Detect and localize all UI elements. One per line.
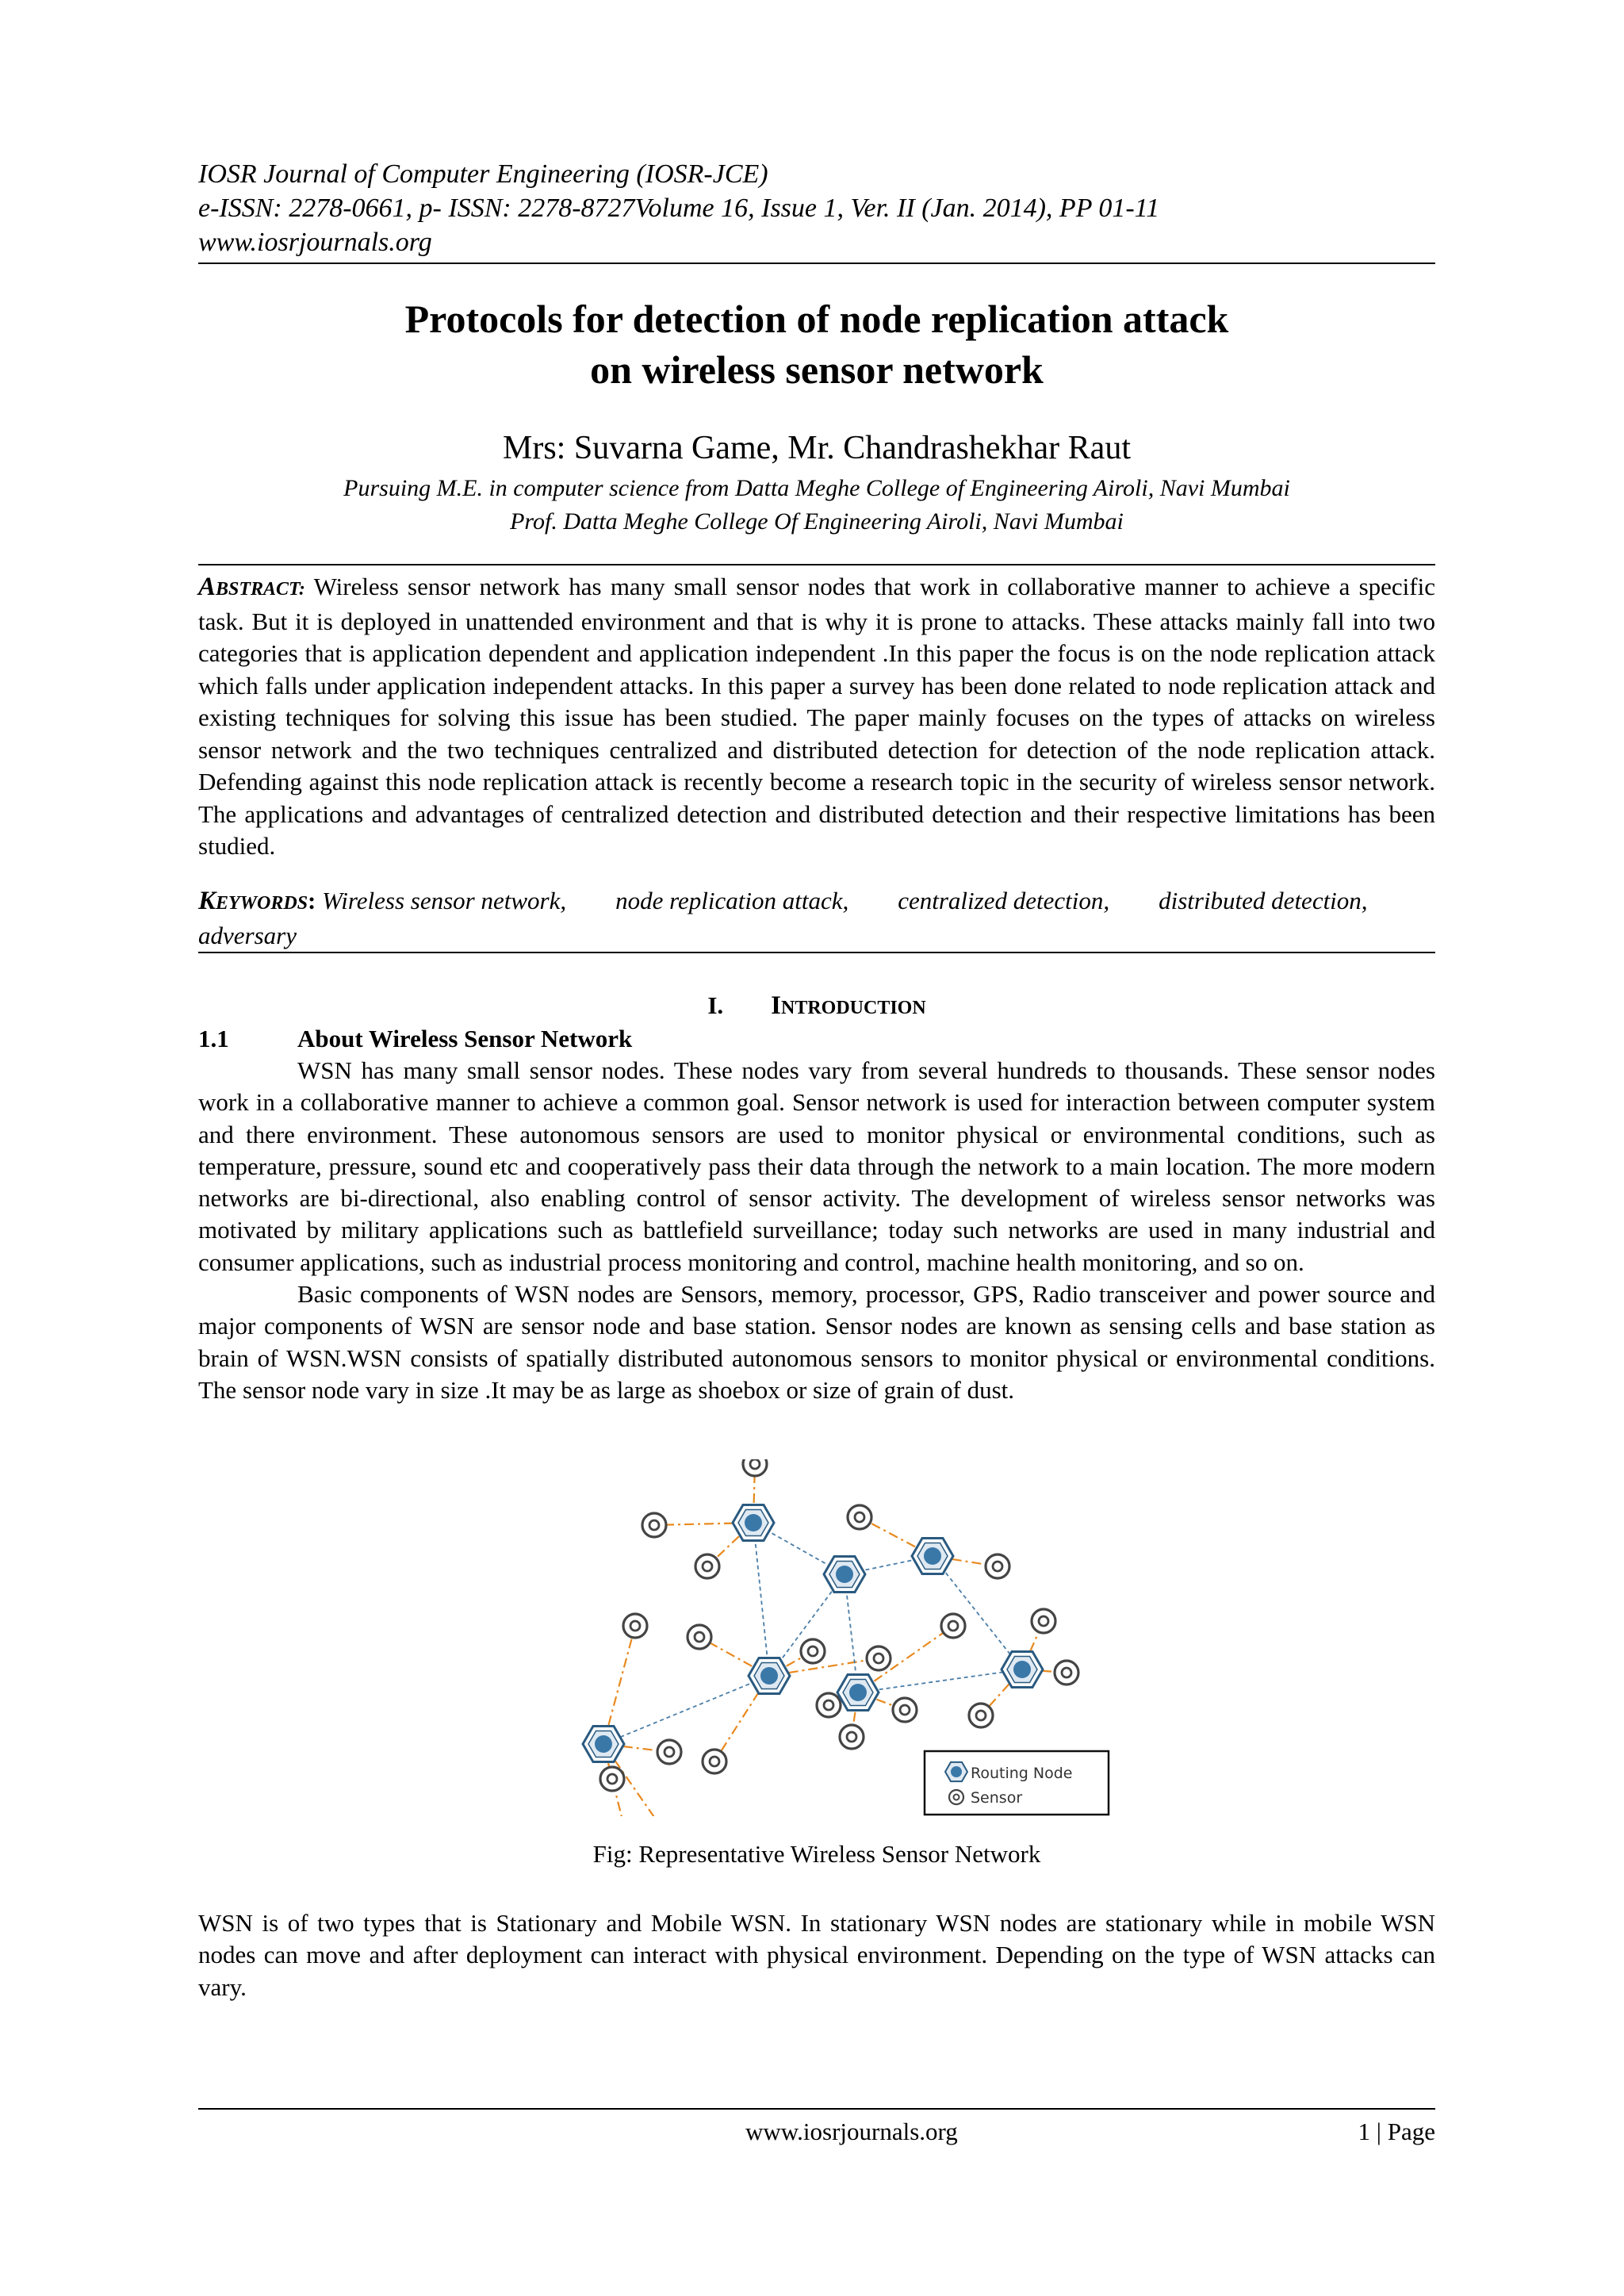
routing-link	[603, 1676, 769, 1744]
sensor-icon	[867, 1646, 891, 1670]
body-after-figure	[198, 1907, 1435, 2003]
affiliations	[198, 472, 1435, 539]
journal-issn: e-ISSN: 2278-0661, p- ISSN: 2278-8727Volume 16, Issue 1, Ver. II (Jan. 2014), PP 01-11	[198, 194, 1160, 223]
abstract-text: Wireless sensor network has many small sensor nodes that work in collaborative manner to achieve a specific task. But it is deployed in unattended environment and that is why it is prone to attacks. These attacks mainly fall into two categories that is application dependent and application independent .In this paper the focus is on the node replication attack which falls under application independent attacks. In this paper a survey has been done related to node replication attack and existing techniques for solving this issue has been studied. The paper mainly focuses on the types of attacks on wireless sensor network and the two techniques centralized and distributed detection for detection of the node replication attack. Defending against this node replication attack is recently become a research topic in the security of wireless sensor network. The applications and advantages of centralized detection and distributed detection and their respective limitations has been studied.	[198, 573, 1435, 860]
title-line-1: Protocols for detection of node replication attack	[404, 297, 1229, 341]
keywords-bottom-rule	[198, 952, 1435, 953]
paper-title	[198, 293, 1435, 395]
routing-node-core	[836, 1566, 853, 1583]
paragraph-3: WSN is of two types that is Stationary and Mobile WSN. In stationary WSN nodes are stationary while in mobile WSN nodes can move and after deployment can interact with physical environment. Depending on the type of WSN attacks can vary.	[198, 1909, 1435, 2001]
paragraph-2: Basic components of WSN nodes are Sensors, memory, processor, GPS, Radio transceiver and power source and major components of WSN are sensor node and base station. Sensor nodes are known as sensing cells and base station as brain of WSN.WSN consists of spatially distributed autonomous sensors to monitor physical or environmental conditions. The sensor node vary in size .It may be as large as shoebox or size of grain of dust.	[198, 1280, 1435, 1404]
sensor-icon	[969, 1704, 993, 1727]
journal-name: IOSR Journal of Computer Engineering (IOSR-JCE)	[198, 159, 768, 189]
sensor-icon	[817, 1693, 841, 1717]
subsection-heading	[198, 1023, 1435, 1055]
footer-website: www.iosrjournals.org	[745, 2118, 958, 2145]
footer-page-number: 1 | Page	[1358, 2118, 1435, 2145]
sensor-icon	[840, 1725, 864, 1749]
keywords-text: Wireless sensor network, node replication attack, centralized detection, distributed detection, adversary	[198, 887, 1399, 949]
routing-node-core	[924, 1547, 941, 1565]
section-number: I.	[707, 991, 724, 1019]
footer-rule	[198, 2108, 1435, 2110]
routing-node-core	[1013, 1661, 1031, 1678]
sensor-icon	[600, 1767, 624, 1791]
sensor-icon	[941, 1614, 965, 1638]
paragraph-1: WSN has many small sensor nodes. These nodes vary from several hundreds to thousands. These sensor nodes work in a collaborative manner to achieve a common goal. Sensor network is used for interaction between computer system and there environment. These autonomous sensors are used to monitor physical or environmental conditions, such as temperature, pressure, sound etc and cooperatively pass their data through the network to a main location. The more modern networks are bi-directional, also enabling control of sensor activity. The development of wireless sensor networks was motivated by military applications such as battlefield surveillance; today such networks are used in many industrial and consumer applications, such as industrial process monitoring and control, machine health monitoring, and so on.	[198, 1056, 1435, 1276]
sensor-icon	[986, 1554, 1009, 1578]
authors: Mrs: Suvarna Game, Mr. Chandrashekhar Raut	[503, 430, 1131, 466]
sensor-icon	[1055, 1661, 1078, 1685]
journal-website: www.iosrjournals.org	[198, 228, 432, 257]
routing-node-core	[745, 1514, 762, 1531]
subsection-title: About Wireless Sensor Network	[297, 1025, 633, 1052]
abstract-top-rule	[198, 564, 1435, 565]
sensor-icon	[695, 1554, 719, 1578]
section-heading	[198, 990, 1435, 1024]
sensor-icon	[623, 1614, 647, 1638]
sensor-icon	[688, 1625, 711, 1649]
affiliation-2: Prof. Datta Meghe College Of Engineering Airoli, Navi Mumbai	[510, 508, 1124, 535]
routing-node-icon-dot	[951, 1766, 962, 1777]
routing-node-core	[595, 1735, 612, 1753]
abstract	[198, 571, 1435, 863]
sensor-icon	[642, 1513, 666, 1537]
sensor-icon	[657, 1740, 681, 1764]
keywords-label: KEYWORDS:	[198, 887, 316, 915]
routing-node-core	[849, 1684, 867, 1701]
routing-link	[753, 1523, 769, 1676]
journal-header	[198, 157, 1435, 259]
figure-legend	[925, 1751, 1109, 1815]
legend-routing-label: Routing Node	[971, 1765, 1073, 1782]
subsection-number: 1.1	[198, 1025, 229, 1052]
intro-body	[198, 1055, 1435, 1406]
legend-sensor-label: Sensor	[971, 1789, 1023, 1807]
figure-caption: Fig: Representative Wireless Sensor Network	[592, 1840, 1041, 1868]
routing-node-core	[760, 1667, 778, 1685]
sensor-icon	[1032, 1609, 1055, 1633]
sensor-icon	[893, 1698, 917, 1722]
sensor-icon	[801, 1639, 825, 1663]
sensor-icon	[743, 1459, 767, 1476]
section-title: INTRODUCTION	[771, 991, 926, 1020]
header-rule	[198, 263, 1435, 264]
wsn-figure	[515, 1459, 1134, 1816]
abstract-label: ABSTRACT:	[198, 573, 305, 601]
keywords	[198, 885, 1435, 952]
routing-link	[858, 1669, 1022, 1692]
sensor-icon	[848, 1505, 871, 1529]
affiliation-1: Pursuing M.E. in computer science from Datta Meghe College of Engineering Airoli, Navi Mumbai	[343, 475, 1290, 501]
title-line-2: on wireless sensor network	[590, 347, 1044, 392]
sensor-icon	[703, 1750, 726, 1773]
